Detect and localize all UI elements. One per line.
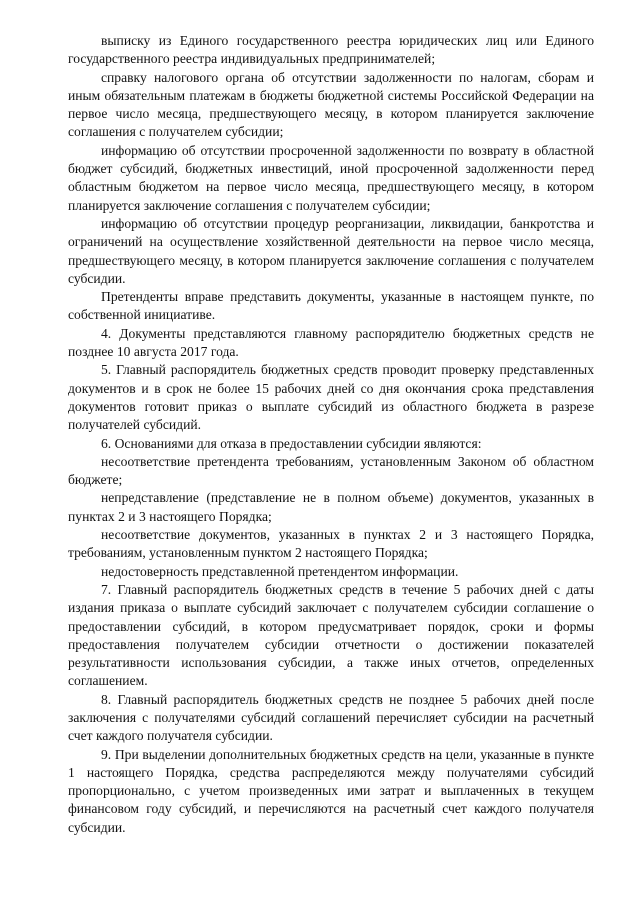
paragraph-6: 4. Документы представляются главному распорядителю бюджетных средств не позднее 10 августа 2017 года.: [68, 325, 594, 360]
paragraph-15: 9. При выделении дополнительных бюджетных средств на цели, указанные в пункте 1 настоящего Порядка, средства распределяются между получателями субсидий пропорционально, с учетом произведенных ими затрат и выплаченных в текущем финансовом году субсидий, и перечисляются на расчетный счет каждого получателя субсидии.: [68, 746, 594, 835]
paragraph-4: информацию об отсутствии процедур реорганизации, ликвидации, банкротства и ограничений на осуществление хозяйственной деятельности на первое число месяца, предшествующего месяцу, в котором планируется заключение соглашения с получателем субсидии.: [68, 215, 594, 286]
paragraph-13: 7. Главный распорядитель бюджетных средств в течение 5 рабочих дней с даты издания приказа о выплате субсидий заключает с получателем субсидии соглашение о предоставлении субсидий, в котором предусматривает порядок, сроки и формы предоставления получателем субсидии отчетности о достижении показателей результативности использования субсидии, а также иных отчетов, определенных соглашением.: [68, 581, 594, 689]
paragraph-7: 5. Главный распорядитель бюджетных средств проводит проверку представленных документов и в срок не более 15 рабочих дней со дня окончания срока представления документов готовит приказ о выплате субсидий из областного бюджета в разрезе получателей субсидий.: [68, 362, 594, 433]
paragraph-9: несоответствие претендента требованиям, установленным Законом об областном бюджете;: [68, 453, 594, 488]
paragraph-10: непредставление (представление не в полном объеме) документов, указанных в пунктах 2 и 3 настоящего Порядка;: [68, 490, 594, 524]
paragraph-1: выписку из Единого государственного реестра юридических лиц или Единого государственного реестра индивидуальных предпринимателей;: [68, 33, 594, 67]
paragraph-8: 6. Основаниями для отказа в предоставлении субсидии являются:: [101, 435, 482, 451]
paragraph-11: несоответствие документов, указанных в пунктах 2 и 3 настоящего Порядка, требованиям, установленным пунктом 2 настоящего Порядка;: [68, 527, 594, 561]
paragraph-2: справку налогового органа об отсутствии задолженности по налогам, сборам и иным обязательным платежам в бюджеты бюджетной системы Российской Федерации на первое число месяца, предшествующего месяцу, в котором планируется заключение соглашения с получателем субсидии;: [68, 69, 594, 140]
paragraph-3: информацию об отсутствии просроченной задолженности по возврату в областной бюджет субсидий, бюджетных инвестиций, иной просроченной задолженности перед областным бюджетом на первое число месяца, предшествующего месяцу, в котором планируется заключение соглашения с получателем субсидии;: [68, 142, 594, 213]
paragraph-12: недостоверность представленной претендентом информации.: [101, 563, 459, 579]
paragraph-14: 8. Главный распорядитель бюджетных средств не позднее 5 рабочих дней после заключения с получателями субсидий соглашений перечисляет субсидии на расчетный счет каждого получателя субсидии.: [68, 691, 594, 744]
document-page: [68, 32, 594, 837]
paragraph-5: Претенденты вправе представить документы, указанные в настоящем пункте, по собственной инициативе.: [68, 289, 594, 323]
